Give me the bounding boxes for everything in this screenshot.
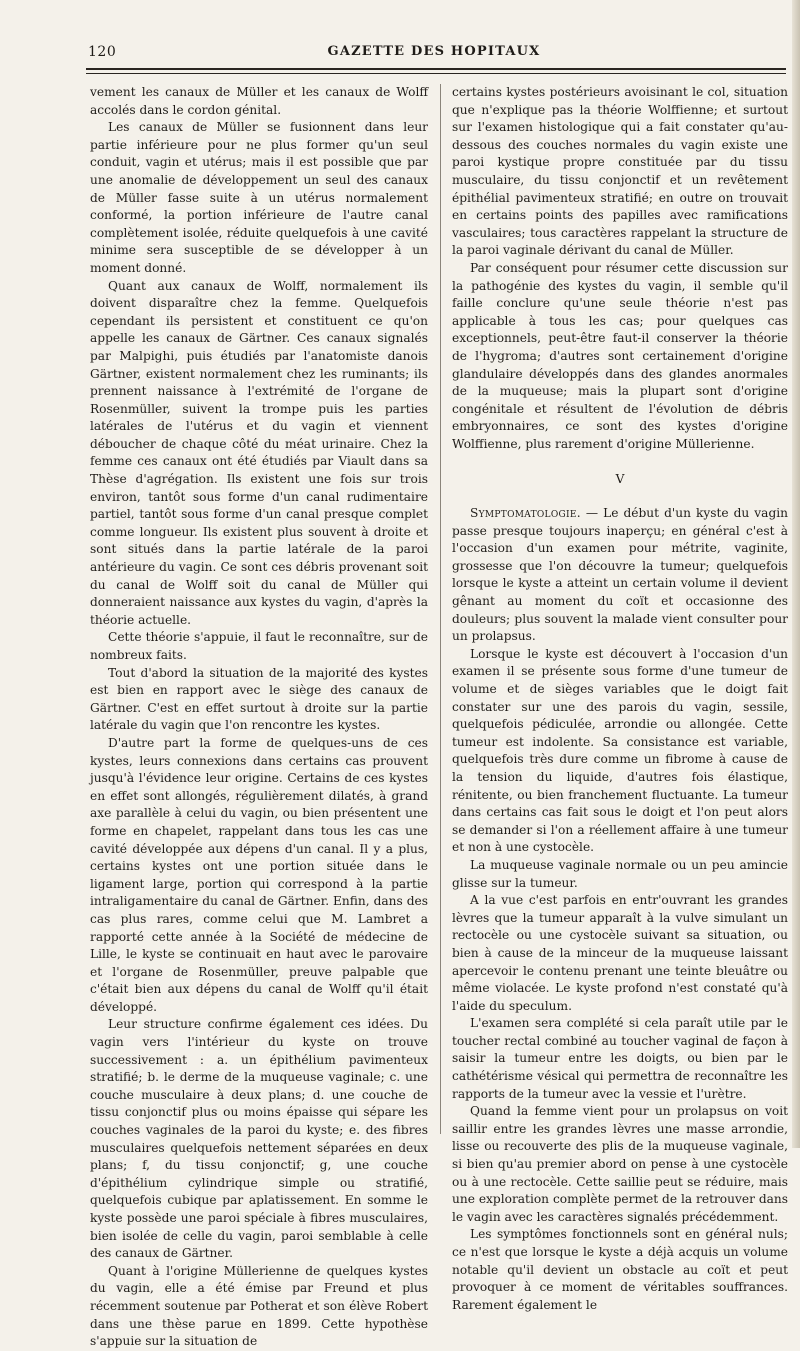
paragraph: Lorsque le kyste est découvert à l'occasion d'un examen il se présente sous forme d'une tumeur de volume et de sièges variables que le doigt fait constater sur une des parois du vagin, sessile, quelquefois pédiculée, arrondie ou allongée. Cette tumeur est indolente. Sa consistance est variable, quelquefois très dure comme un fibrome à cause de la tension du liquide, d'autres fois élastique, rénitente, ou bien franchement fluctuante. La tumeur dans certains cas fait sous le doigt et l'on peut alors se demander si l'on a réellement affaire à une tumeur et non à une cystocèle. — [452, 646, 788, 855]
page-number: 120 — [88, 44, 117, 60]
paragraph: L'examen sera complété si cela paraît utile par le toucher rectal combiné au toucher vaginal de façon à saisir la tumeur entre les doigts, ou bien par le cathétérisme vésical qui permettra de reconnaître les rapports de la tumeur avec la vessie et l'urètre. — [452, 1016, 788, 1101]
paragraph: La muqueuse vaginale normale ou un peu amincie glisse sur la tumeur. — [452, 857, 788, 890]
paragraph: Cette théorie s'appuie, il faut le reconnaître, sur de nombreux faits. — [90, 630, 428, 662]
paragraph-symptomatologie — [452, 505, 788, 646]
paragraph: Par conséquent pour résumer cette discussion sur la pathogénie des kystes du vagin, il semble qu'il faille conclure qu'une seule théorie n'est pas applicable à tous les cas; pour quelques cas exceptionnels, peut-être faut-il conserver la théorie de l'hygroma; d'autres sont certainement d'origine glandulaire développés dans des glandes anormales de la muqueuse; mais la plupart sont d'origine congénitale et résultent de l'évolution de débris embryonnaires, ce sont des kystes d'origine Wolffienne, plus rarement d'origine Müllerienne. — [452, 260, 788, 451]
header-rule-thin — [86, 73, 786, 74]
paragraph: Les symptômes fonctionnels sont en général nuls; ce n'est que lorsque le kyste a déjà acquis un volume notable qu'il devient un obstacle au coït et peut provoquer à ce moment de véritables souffrances. Rarement également le — [452, 1227, 788, 1312]
paragraph: A la vue c'est parfois en entr'ouvrant les grandes lèvres que la tumeur apparaît à la vulve simulant un rectocèle ou une cystocèle suivant sa situation, ou bien à cause de la minceur de la muqueuse laissant apercevoir le contenu prenant une teinte bleuâtre ou même violacée. Le kyste profond n'est constaté qu'à l'aide du speculum. — [452, 893, 788, 1013]
paragraph: vement les canaux de Müller et les canaux de Wolff accolés dans le cordon génital. — [90, 85, 428, 117]
paragraph: Les canaux de Müller se fusionnent dans leur partie inférieure pour ne plus former qu'un seul conduit, vagin et utérus; mais il est possible que par une anomalie de développement un seul des canaux de Müller fasse suite à un utérus normalement conformé, la portion inférieure de l'autre canal complètement isolée, réduite quelquefois à une cavité minime sera susceptible de se développer à un moment donné. — [90, 120, 428, 275]
paragraph: Quand la femme vient pour un prolapsus on voit saillir entre les grandes lèvres une masse arrondie, lisse ou recouverte des plis de la muqueuse vaginale, si bien qu'au premier abord on pense à une cystocèle ou à une rectocèle. Cette saillie peut se réduire, mais une exploration complète permet de la retrouver dans le vagin avec les caractères signalés précédemment. — [452, 1104, 788, 1224]
column-divider — [440, 84, 441, 1134]
page-edge — [792, 0, 800, 1148]
paragraph: certains kystes postérieurs avoisinant le col, situation que n'explique pas la théorie Wolffienne; et surtout sur l'examen histologique qui a fait constater qu'au-dessous des couches normales du vagin existe une paroi kystique propre constituée par du tissu musculaire, du tissu conjonctif et un revêtement épithélial pavimenteux stratifié; en outre on trouvait en certains points des papilles avec ramifications vasculaires; tous caractères rappelant la structure de la paroi vaginale dérivant du canal de Müller. — [452, 85, 788, 258]
journal-title: GAZETTE DES HOPITAUX — [327, 44, 541, 59]
header-rule-thick — [86, 68, 786, 70]
right-column — [452, 84, 788, 1314]
paragraph: Quant à l'origine Müllerienne de quelques kystes du vagin, elle a été émise par Freund et plus récemment soutenue par Potherat et son élève Robert dans une thèse parue en 1899. Cette hypothèse s'appuie sur la situation de — [90, 1263, 428, 1349]
section-number: V — [615, 472, 625, 487]
page-header — [80, 44, 788, 66]
paragraph-text: — Le début d'un kyste du vagin passe presque toujours inaperçu; en général c'est à l'occasion d'un examen pour métrite, vaginite, grossesse que l'on découvre la tumeur; quelquefois lorsque le kyste a atteint un certain volume il devient gênant au moment du coït et occasionne des douleurs; plus souvent la malade vient consulter pour un prolapsus. — [452, 506, 788, 644]
paragraph: Tout d'abord la situation de la majorité des kystes est bien en rapport avec le siège des canaux de Gärtner. C'est en effet surtout à droite sur la partie latérale du vagin que l'on rencontre les kystes. — [90, 665, 428, 733]
section-heading: Symptomatologie. — [470, 506, 581, 521]
left-column — [90, 84, 428, 1351]
paragraph: D'autre part la forme de quelques-uns de ces kystes, leurs connexions dans certains cas prouvent jusqu'à l'évidence leur origine. Certains de ces kystes en effet sont allongés, régulièrement dilatés, à grand axe parallèle à celui du vagin, ou bien présentent une forme en chapelet, rappelant dans tous les cas une cavité développée aux dépens d'un canal. Il y a plus, certains kystes ont une portion située dans le ligament large, portion qui correspond à la partie intraligamentaire du canal de Gärtner. Enfin, dans des cas plus rares, comme celui que M. Lambret a rapporté cette année à la Société de médecine de Lille, le kyste se continuait en haut avec le parovaire et l'organe de Rosenmüller, preuve palpable que c'était bien aux dépens du canal de Wolff qu'il était développé. — [90, 735, 428, 1014]
paragraph: Quant aux canaux de Wolff, normalement ils doivent disparaître chez la femme. Quelquefois cependant ils persistent et constituent ce qu'on appelle les canaux de Gärtner. Ces canaux signalés par Malpighi, puis étudiés par l'anatomiste danois Gärtner, existent normalement chez les ruminants; ils prennent naissance à l'extrémité de l'organe de Rosenmüller, suivent la trompe puis les parties latérales de l'utérus et du vagin et viennent déboucher de chaque côté du méat urinaire. Chez la femme ces canaux ont été étudiés par Viault dans sa Thèse d'agrégation. Ils existent une fois sur trois environ, tantôt sous forme d'un canal rudimentaire partiel, tantôt sous forme d'un canal presque complet comme longueur. Ils existent plus souvent à droite et sont situés dans la partie latérale de la paroi antérieure du vagin. Ce sont ces débris provenant soit du canal de Wolff soit du canal de Müller qui donneraient naissance aux kystes du vagin, d'après la théorie actuelle. — [90, 278, 428, 627]
paragraph: Leur structure confirme également ces idées. Du vagin vers l'intérieur du kyste on trouve successivement : a. un épithélium pavimenteux stratifié; b. le derme de la muqueuse vaginale; c. une couche musculaire à deux plans; d. une couche de tissu conjonctif plus ou moins épaisse qui sépare les couches vaginales de la paroi du kyste; e. des fibres musculaires quelquefois nettement séparées en deux plans; f, du tissu conjonctif; g, une couche d'épithélium cylindrique simple ou stratifié, quelquefois cubique par aplatissement. En somme le kyste possède une paroi spéciale à fibres musculaires, bien isolée de celle du vagin, paroi semblable à celle des canaux de Gärtner. — [90, 1017, 428, 1261]
